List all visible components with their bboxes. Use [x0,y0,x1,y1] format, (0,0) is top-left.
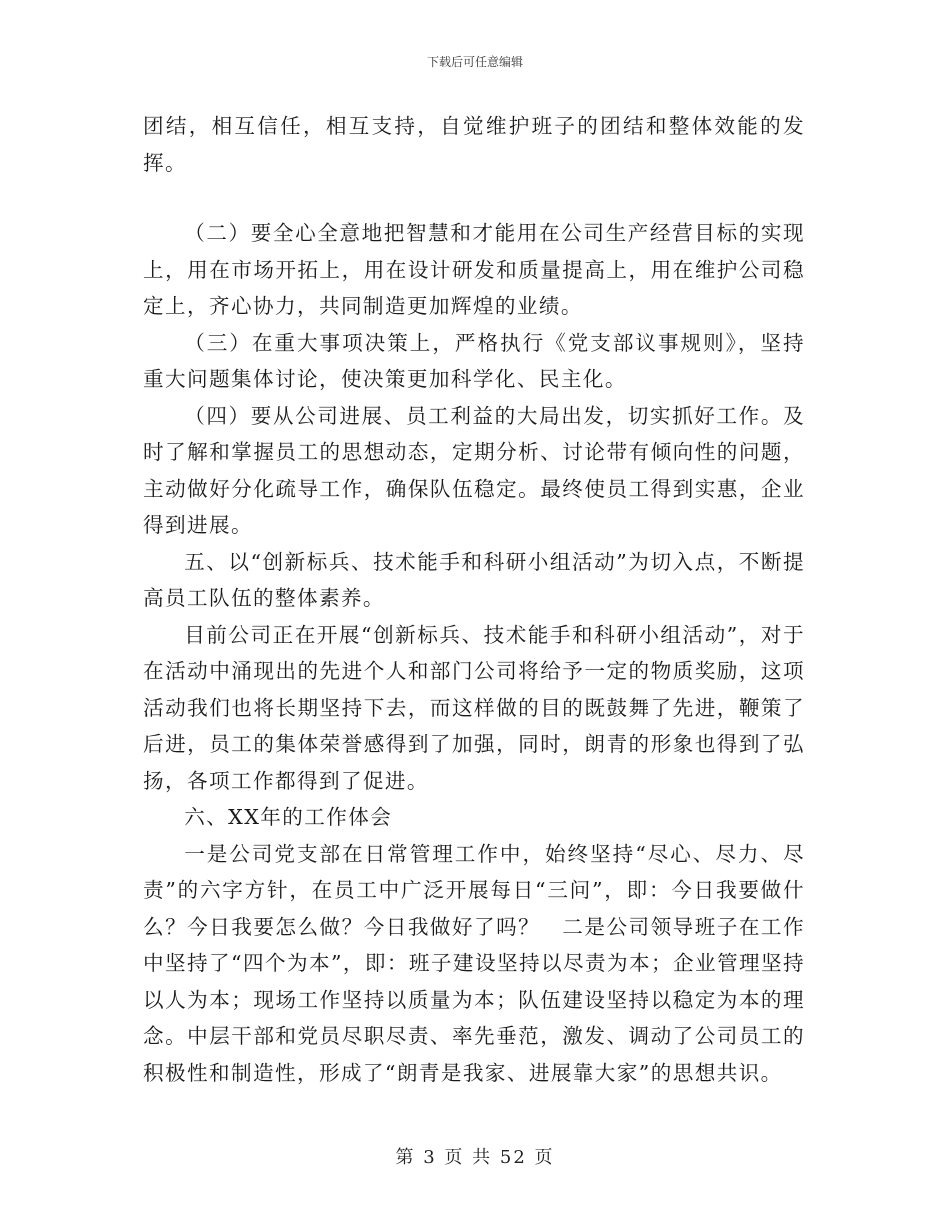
footer-page-number: 3 [423,1147,437,1168]
footer-middle: 页 共 [444,1147,493,1168]
section-heading-5: 五、以“创新标兵、技术能手和科研小组活动”为切入点，不断提高员工队伍的整体素养。 [143,549,805,610]
footer-prefix: 第 [395,1147,416,1168]
paragraph-activity: 目前公司正在开展“创新标兵、技术能手和科研小组活动”，对于在活动中涌现出的先进个人和部门公司将给予一定的物质奖励，这项活动我们也将长期坚持下去，而这样做的目的既鼓舞了先进，鞭策了后进，员工的集体荣誉感得到了加强，同时，朗青的形象也得到了弘扬，各项工作都得到了促进。 [143,622,805,793]
page-footer [0,1143,950,1169]
footer-total-pages: 52 [499,1147,527,1168]
section-heading-6: 六、XX年的工作体会 [184,805,393,829]
document-body [143,108,805,1091]
paragraph-experience: 一是公司党支部在日常管理工作中，始终坚持“尽心、尽力、尽责”的六字方针，在员工中广泛开展每日“三问”，即：今日我要做什么？今日我要怎么做？今日我做好了吗？ 二是公司领导班子在工作中坚持了“四个为本”，即：班子建设坚持以尽责为本；企业管理坚持以人为本；现场工作坚持以质量为本；队伍建设坚持以稳定为本的理念。中层干部和党员尽职尽责、率先垂范，激发、调动了公司员工的积极性和制造性，形成了“朗青是我家、进展靠大家”的思想共识。 [143,841,805,1085]
footer-suffix: 页 [534,1147,555,1168]
paragraph-item-4: （四）要从公司进展、员工利益的大局出发，切实抓好工作。及时了解和掌握员工的思想动态，定期分析、讨论带有倾向性的问题，主动做好分化疏导工作，确保队伍稳定。最终使员工得到实惠，企业得到进展。 [143,403,805,537]
page-header-note: 下载后可任意编辑 [426,55,523,69]
paragraph-item-3: （三）在重大事项决策上，严格执行《党支部议事规则》，坚持重大问题集体讨论，使决策更加科学化、民主化。 [143,330,805,391]
paragraph-item-2: （二）要全心全意地把智慧和才能用在公司生产经营目标的实现上，用在市场开拓上，用在设计研发和质量提高上，用在维护公司稳定上，齐心协力，共同制造更加辉煌的业绩。 [143,221,805,318]
paragraph-continuation: 团结，相互信任，相互支持，自觉维护班子的团结和整体效能的发挥。 [143,114,805,175]
